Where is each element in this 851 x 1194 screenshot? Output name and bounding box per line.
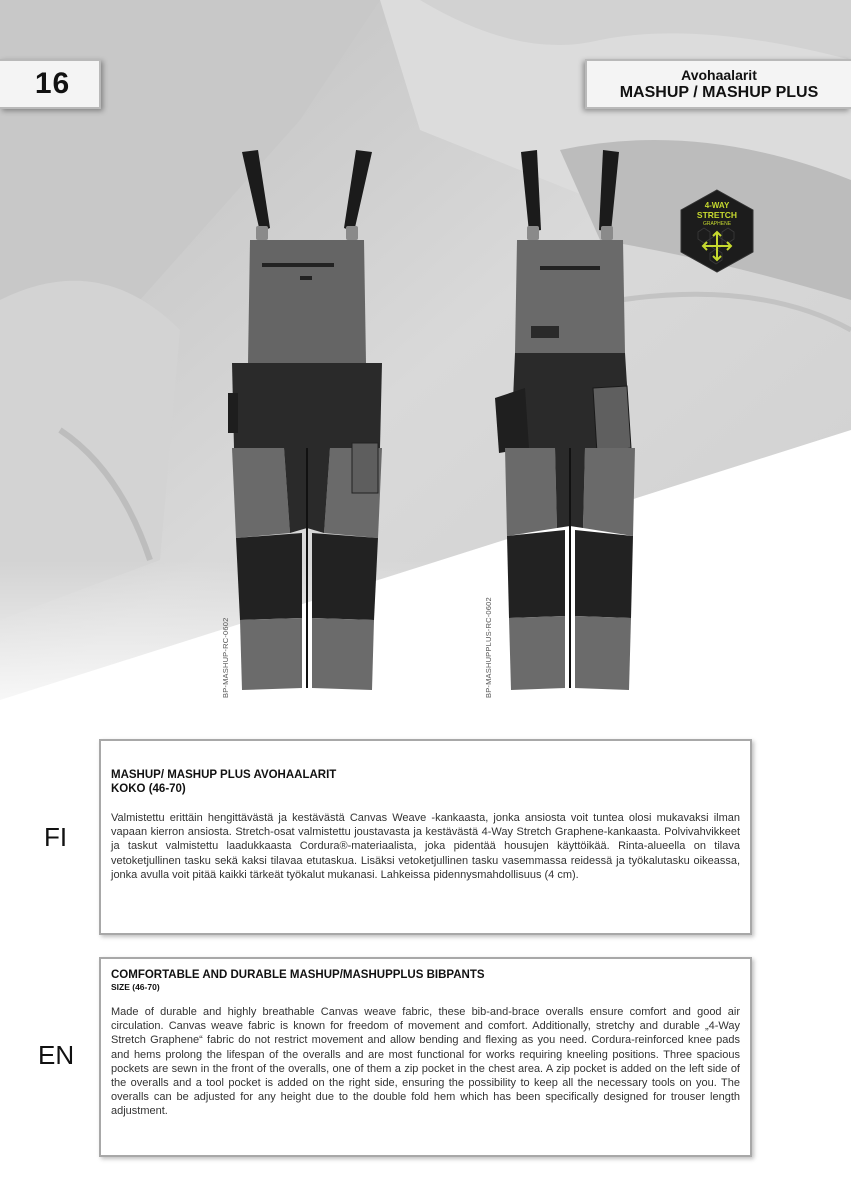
left-product-sku: BP-MASHUP-RC-0602 (221, 617, 230, 698)
svg-text:GRAPHENE: GRAPHENE (702, 221, 732, 227)
fi-title: MASHUP/ MASHUP PLUS AVOHAALARIT (111, 769, 337, 781)
svg-text:4-WAY: 4-WAY (704, 201, 730, 210)
en-title: COMFORTABLE AND DURABLE MASHUP/MASHUPPLUS BIBPANTS (111, 969, 485, 981)
page-number-tab (0, 59, 101, 109)
page-number: 16 (34, 67, 71, 100)
product-name-title: MASHUP / MASHUP PLUS (619, 84, 819, 101)
description-box-fi (99, 739, 752, 935)
right-product-sku: BP-MASHUPPLUS-RC-0602 (484, 597, 493, 698)
four-way-stretch-badge-icon (678, 188, 756, 274)
language-label-fi: FI (44, 822, 68, 852)
fi-size: KOKO (46-70) (111, 783, 186, 795)
mashup-plus-overalls-image (485, 148, 655, 694)
category-title: Avohaalarit (681, 67, 757, 83)
en-size: SIZE (46-70) (111, 982, 160, 992)
mashup-overalls-image (222, 148, 392, 694)
description-box-en (99, 957, 752, 1157)
en-description: Made of durable and highly breathable Canvas weave fabric, these bib-and-brace overalls ensure comfort and good air circulation. Canvas weave fabric is known for freedom of movement and comfort. Additionally, stretchy and durable „4-Way Stretch Graphene“ fabric do not restrict movement and allow bending and flexing as you need. Cordura-reinforced knee pads and hems prolong the lifespan of the overalls and are most functional for works requiring kneeling positions. Three spacious pockets are sewn in the front of the overalls, one of them a zip pocket in the chest area. A zip pocket is added on the left side of the overalls and a tool pocket is added on the right side, ensuring the possibility to keep all the necessary tools on you. The overalls can be adjusted for any height due to the double fold hem which has been specifically designed for trouser length adjustment. (111, 1006, 740, 1118)
fi-description: Valmistettu erittäin hengittävästä ja kestävästä Canvas Weave -kankaasta, jonka ansiosta voit tuntea olosi mukavaksi ilman vapaan kierron ansiosta. Stretch-osat valmistettu joustavasta ja kestävästä 4-Way Stretch Graphene-kankaasta. Polvivahvikkeet ja taskut valmistettu laadukkaasta Cordura®-materiaalista, joka pidentää housujen käyttöikää. Rinta-alueella on tilava vetoketjullinen tasku sekä kaksi tilavaa etutaskua. Lisäksi vetoketjullinen tasku vasemmassa reidessä ja työkalutasku oikeassa, jonka avulla voit pitää kaikki tärkeät työkalut mukanasi. Lahkeissa pidennysmahdollisuus (4 cm). (111, 812, 740, 881)
title-tab (585, 59, 851, 109)
svg-text:STRETCH: STRETCH (696, 210, 738, 220)
language-label-en: EN (38, 1040, 75, 1070)
